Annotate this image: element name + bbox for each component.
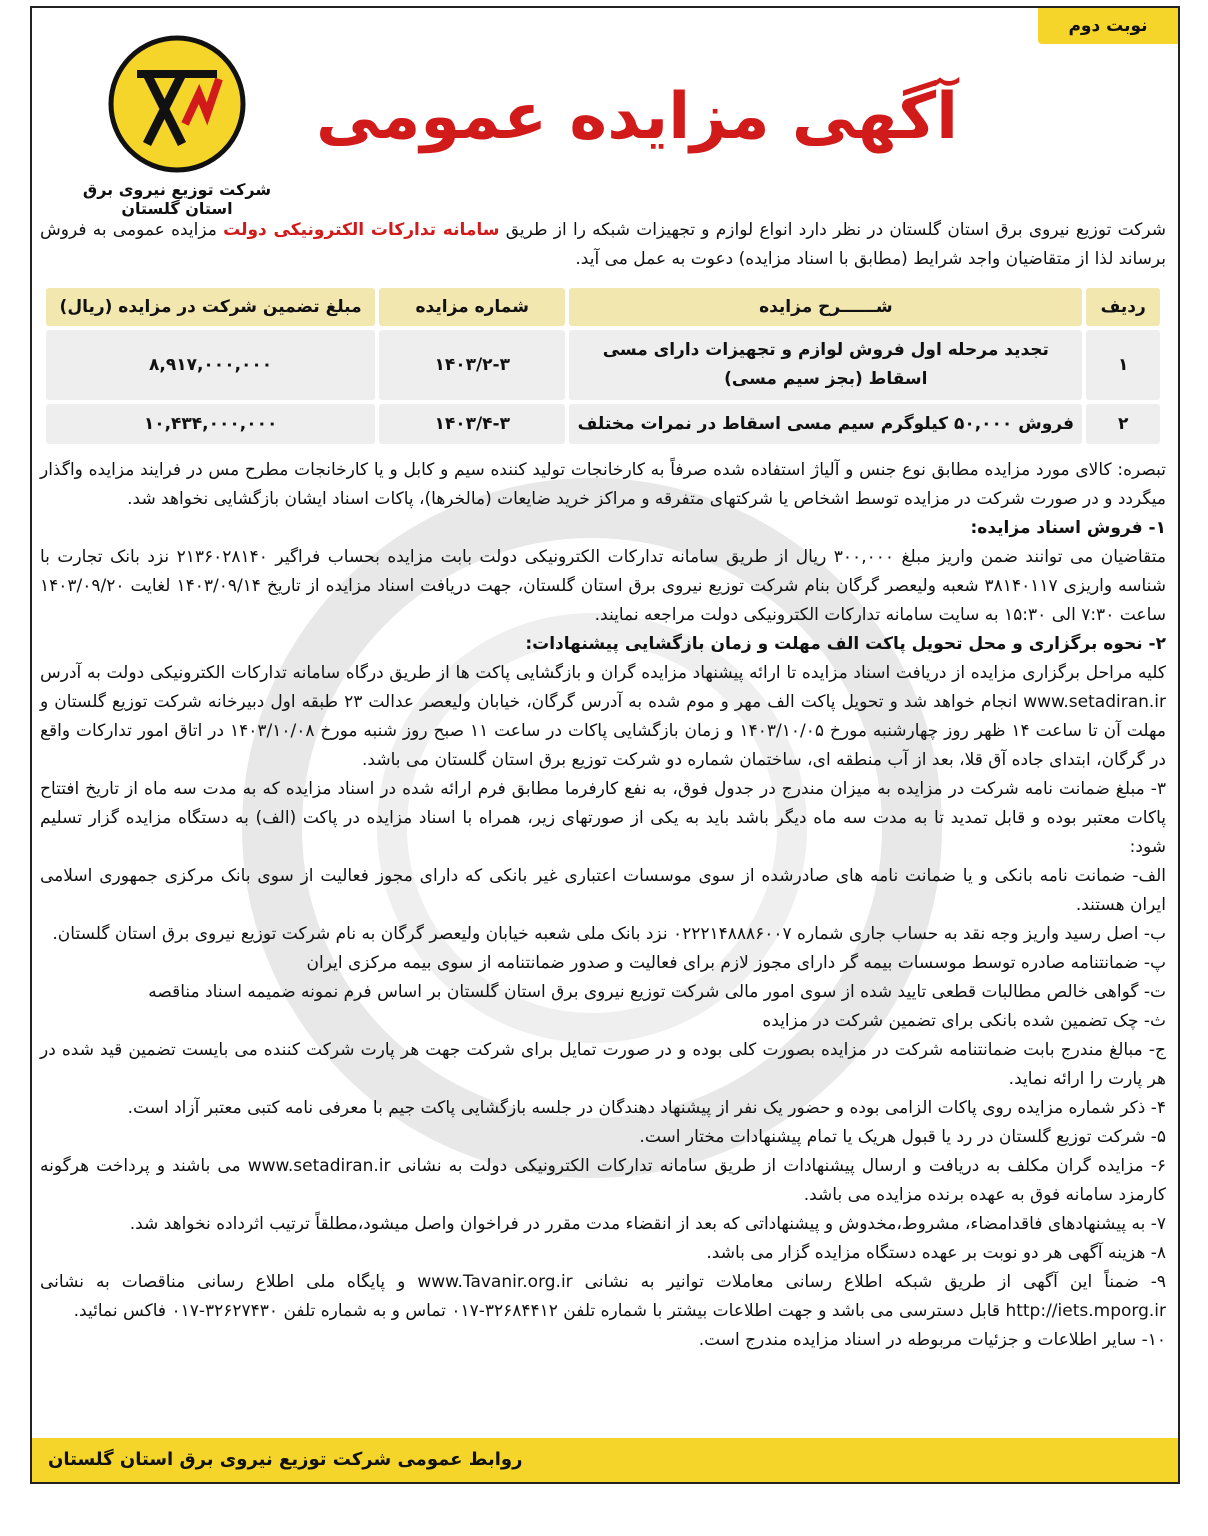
auction-table [42, 284, 1164, 448]
col-amount: مبلغ تضمین شرکت در مزایده (ریال) [46, 288, 375, 326]
row-amount: ۱۰,۴۳۴,۰۰۰,۰۰۰ [46, 404, 375, 444]
row-num: ۱۴۰۳/۴-۳ [379, 404, 565, 444]
company-logo [72, 34, 282, 218]
section-4: ۴- ذکر شماره مزایده روی پاکات الزامی بوده و حضور یک نفر از پیشنهاد دهندگان در جلسه بازگشایی پاکت جیم با معرفی نامه کتبی معتبر آزاد است. [127, 1098, 1166, 1118]
section-10: ۱۰- سایر اطلاعات و جزئیات مربوطه در اسناد مزایده مندرج است. [698, 1330, 1166, 1350]
section-3-item-th: ث- چک تضمین شده بانکی برای تضمین شرکت در مزایده [762, 1011, 1166, 1031]
section-1-title: ۱- فروش اسناد مزایده: [970, 518, 1166, 538]
col-idx: ردیف [1086, 288, 1160, 326]
row-idx: ۱ [1086, 330, 1160, 400]
table-row [46, 330, 1160, 400]
section-9: ۹- ضمناً این آگهی از طریق شبکه اطلاع رسانی معاملات توانیر به نشانی www.Tavanir.org.ir و پایگاه ملی اطلاع رسانی مناقصات به نشانی http://iets.mporg.ir قابل دسترسی می باشد و جهت اطلاعات بیشتر با شماره تلفن ۳۲۶۸۴۴۱۲-۰۱۷ تماس و به شماره تلفن ۳۲۶۲۷۴۳۰-۰۱۷ فاکس نمائید. [40, 1272, 1167, 1321]
row-desc: تجدید مرحله اول فروش لوازم و تجهیزات دارای مسی اسقاط (بجز سیم مسی) [569, 330, 1082, 400]
intro-highlight: سامانه تدارکات الکترونیکی دولت [223, 220, 500, 240]
section-3-item-p: پ- ضمانتنامه صادره توسط موسسات بیمه گر دارای مجوز لازم برای فعالیت و صدور ضمانتنامه از سوی بیمه مرکزی ایران [306, 953, 1166, 973]
row-idx: ۲ [1086, 404, 1160, 444]
section-5: ۵- شرکت توزیع گلستان در رد یا قبول هریک یا تمام پیشنهادات مختار است. [639, 1127, 1166, 1147]
row-num: ۱۴۰۳/۲-۳ [379, 330, 565, 400]
section-3-item-j: ج- مبالغ مندرج بابت ضمانتنامه شرکت در مزایده بصورت کلی بوده و در صورت تمایل برای شرکت جهت هر پارت شرکت کننده می بایست تضمین قید شده در هر پارت را ارائه نماید. [40, 1040, 1166, 1089]
section-2-title: ۲- نحوه برگزاری و محل تحویل پاکت الف مهلت و زمان بازگشایی پیشنهادات: [525, 634, 1166, 654]
note-paragraph: تبصره: کالای مورد مزایده مطابق نوع جنس و آلیاژ استفاده شده صرفاً به کارخانجات تولید کننده سیم و کابل و یا کارخانجات مطرح مس در فرایند مزایده واگذار میگردد و در صورت شرکت در مزایده توسط اشخاص یا شرکتهای متفرقه و مراکز خرید ضایعات (مالخرها)، پاکات اسناد ایشان بازگشایی نخواهد شد. [40, 460, 1166, 509]
notice-title: آگهی مزایده عمومی [316, 80, 958, 154]
public-relations-label: روابط عمومی شرکت توزیع نیروی برق استان گلستان [48, 1449, 523, 1470]
section-8: ۸- هزینه آگهی هر دو نوبت بر عهده دستگاه مزایده گزار می باشد. [706, 1243, 1166, 1263]
col-desc: شــــــرح مزایده [569, 288, 1082, 326]
section-1-text: متقاضیان می توانند ضمن واریز مبلغ ۳۰۰,۰۰۰ ریال از طریق سامانه تدارکات الکترونیکی دولت بابت مزایده بحساب فراگیر ۲۱۳۶۰۲۸۱۴۰ نزد بانک تجارت با شناسه واریزی ۳۸۱۴۰۱۱۷ شعبه ولیعصر گرگان بنام شرکت توزیع نیروی برق استان گلستان، جهت دریافت اسناد مزایده از تاریخ ۱۴۰۳/۰۹/۱۴ لغایت ۱۴۰۳/۰۹/۲۰ ساعت ۷:۳۰ الی ۱۵:۳۰ به سایت سامانه تدارکات الکترونیکی دولت مراجعه نمایند. [40, 547, 1166, 625]
section-7: ۷- به پیشنهادهای فاقدامضاء، مشروط،مخدوش و پیشنهاداتی که بعد از انقضاء مدت مقرر در فراخوان واصل میشود،مطلقاً ترتیب اثرداده نخواهد شد. [129, 1214, 1166, 1234]
table-row [46, 404, 1160, 444]
intro-paragraph [40, 216, 1166, 274]
section-3-item-t: ت- گواهی خالص مطالبات قطعی تایید شده از سوی امور مالی شرکت توزیع نیروی برق استان گلستان بر اساس فرم نمونه ضمیمه اسناد مناقصه [148, 982, 1166, 1002]
section-3-text: ۳- مبلغ ضمانت نامه شرکت در مزایده به میزان مندرج در جدول فوق، به نفع کارفرما مطابق فرم ارائه شده در اسناد مزایده که به مدت سه ماه از تاریخ افتتاح پاکات معتبر بوده و قابل تمدید تا به مدت سه ماه دیگر باشد باید به یکی از صورتهای زیر، همراه با اسناد مزایده در پاکت (الف) به دستگاه مزایده گزار تسلیم شود: [40, 779, 1166, 857]
company-name: شرکت توزیع نیروی برق استان گلستان [82, 180, 272, 218]
section-3-item-a: الف- ضمانت نامه بانکی و یا ضمانت نامه های صادرشده از سوی موسسات اعتباری غیر بانکی که دارای مجوز فعالیت از سوی بانک مرکزی جمهوری اسلامی ایران هستند. [40, 866, 1166, 915]
col-num: شماره مزایده [379, 288, 565, 326]
round-tag: نوبت دوم [1038, 8, 1178, 44]
row-amount: ۸,۹۱۷,۰۰۰,۰۰۰ [46, 330, 375, 400]
footer-bar [32, 1438, 1178, 1482]
section-3-item-b: ب- اصل رسید واریز وجه نقد به حساب جاری شماره ۰۲۲۲۱۴۸۸۸۶۰۰۷ نزد بانک ملی شعبه خیابان ولیعصر گرگان به نام شرکت توزیع نیروی برق استان گلستان. [52, 924, 1166, 944]
intro-text-2: مزایده عمومی به فروش برساند لذا از متقاضیان واجد شرایط (مطابق با اسناد مزایده) دعوت به عمل می آید. [40, 220, 1166, 269]
section-6: ۶- مزایده گران مکلف به دریافت و ارسال پیشنهادات از طریق سامانه تدارکات الکترونیکی دولت به نشانی www.setadiran.ir می باشند و پرداخت هرگونه کارمزد سامانه فوق به عهده برنده مزایده می باشد. [40, 1156, 1166, 1205]
intro-text-1: شرکت توزیع نیروی برق استان گلستان در نظر دارد انواع لوازم و تجهیزات شبکه را از طریق [505, 220, 1167, 240]
power-logo-icon [107, 34, 247, 174]
section-2-text: کلیه مراحل برگزاری مزایده از دریافت اسناد مزایده تا ارائه پیشنهاد مزایده گران و بازگشایی پاکت ها از طریق درگاه سامانه تدارکات الکترونیکی دولت به آدرس www.setadiran.ir انجام خواهد شد و تحویل پاکت الف مهر و موم شده به آدرس گرگان، خیابان ولیعصر عدالت ۲۳ طبقه اول دبیرخانه شرکت توزیع گلستان و مهلت آن تا ساعت ۱۴ ظهر روز چهارشنبه مورخ ۱۴۰۳/۱۰/۰۵ و زمان بازگشایی پاکات در ساعت ۱۱ صبح روز شنبه مورخ ۱۴۰۳/۱۰/۰۸ در اتاق امور تدارکات واقع در گرگان، ابتدای جاده آق قلا، بعد از آب منطقه ای، ساختمان شماره دو شرکت توزیع برق استان گلستان می باشد. [40, 663, 1166, 770]
auction-notice [30, 6, 1180, 1484]
notice-content [40, 216, 1166, 1355]
row-desc: فروش ۵۰,۰۰۰ کیلوگرم سیم مسی اسقاط در نمرات مختلف [569, 404, 1082, 444]
table-header-row [46, 288, 1160, 326]
